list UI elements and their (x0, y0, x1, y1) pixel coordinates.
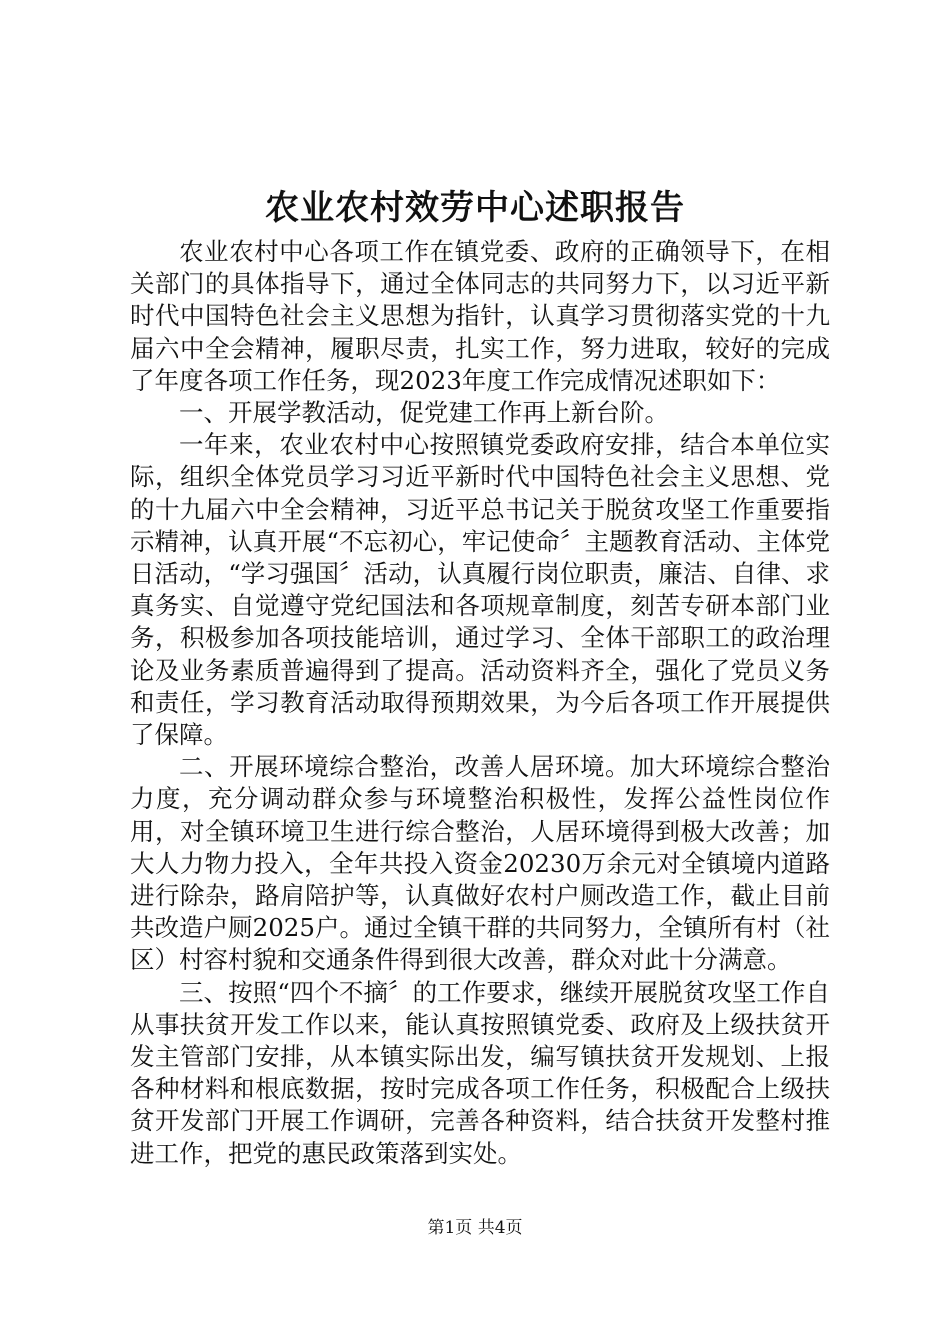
paragraph-section-1-body: 一年来，农业农村中心按照镇党委政府安排，结合本单位实际，组织全体党员学习习近平新时代中国特色社会主义思想、党的十九届六中全会精神，习近平总书记关于脱贫攻坚工作重要指示精神，认真开展“不忘初心，牢记使命〞主题教育活动、主体党日活动，“学习强国〞活动，认真履行岗位职责，廉洁、自律、求真务实、自觉遵守党纪国法和各项规章制度，刻苦专研本部门业务，积极参加各项技能培训，通过学习、全体干部职工的政治理论及业务素质普遍得到了提高。活动资料齐全，强化了党员义务和责任，学习教育活动取得预期效果，为今后各项工作开展提供了保障。 (130, 430, 830, 750)
paragraph-intro: 农业农村中心各项工作在镇党委、政府的正确领导下，在相关部门的具体指导下，通过全体同志的共同努力下，以习近平新时代中国特色社会主义思想为指针，认真学习贯彻落实党的十九届六中全会精神，履职尽责，扎实工作，努力进取，较好的完成了年度各项工作任务，现2023年度工作完成情况述职如下： (130, 237, 830, 395)
paragraph-section-1-heading: 一、开展学教活动，促党建工作再上新台阶。 (179, 398, 669, 428)
paragraph-section-2: 二、开展环境综合整治，改善人居环境。加大环境综合整治力度，充分调动群众参与环境整治积极性，发挥公益性岗位作用，对全镇环境卫生进行综合整治，人居环境得到极大改善；加大人力物力投入，全年共投入资金20230万余元对全镇境内道路进行除杂，路肩陪护等，认真做好农村户厕改造工作，截止目前共改造户厕2025户。通过全镇干群的共同努力，全镇所有村（社区）村容村貌和交通条件得到很大改善，群众对此十分满意。 (130, 752, 830, 975)
document-body (130, 236, 830, 1170)
document-title: 农业农村效劳中心述职报告 (265, 188, 685, 228)
page-number-footer: 第1页 共4页 (427, 1218, 523, 1238)
paragraph-section-3: 三、按照“四个不摘〞的工作要求，继续开展脱贫攻坚工作自从事扶贫开发工作以来，能认真按照镇党委、政府及上级扶贫开发主管部门安排，从本镇实际出发，编写镇扶贫开发规划、上报各种材料和根底数据，按时完成各项工作任务，积极配合上级扶贫开发部门开展工作调研，完善各种资料，结合扶贫开发整村推进工作，把党的惠民政策落到实处。 (130, 977, 830, 1168)
